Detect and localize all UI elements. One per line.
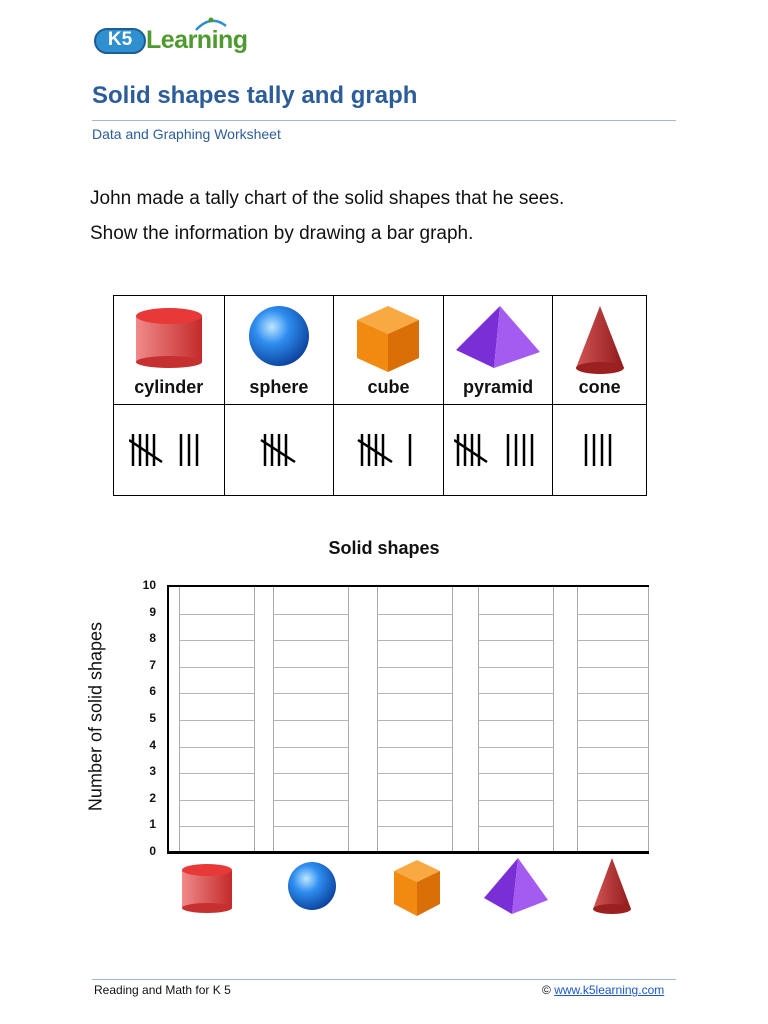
gridline bbox=[377, 826, 453, 827]
bar-column-pyramid-icon[interactable] bbox=[478, 587, 554, 851]
y-tick-label: 10 bbox=[142, 578, 156, 592]
gridline bbox=[179, 773, 255, 774]
gridline bbox=[273, 773, 349, 774]
gridline bbox=[377, 800, 453, 801]
y-tick-label: 5 bbox=[149, 711, 156, 725]
gridline bbox=[478, 640, 554, 641]
gridline bbox=[577, 747, 649, 748]
shape-label-cylinder: cylinder bbox=[134, 377, 204, 397]
gridline bbox=[179, 800, 255, 801]
tally-marks-icon bbox=[454, 430, 542, 470]
gridline bbox=[478, 773, 554, 774]
gridline bbox=[377, 640, 453, 641]
page-subtitle: Data and Graphing Worksheet bbox=[92, 126, 281, 142]
gridline bbox=[273, 614, 349, 615]
chart-x-axis bbox=[167, 852, 649, 854]
y-tick-label: 0 bbox=[149, 844, 156, 858]
chart-title: Solid shapes bbox=[328, 538, 440, 558]
y-tick-label: 7 bbox=[149, 658, 156, 672]
gridline bbox=[377, 720, 453, 721]
y-tick-label: 1 bbox=[149, 817, 156, 831]
cube-icon bbox=[355, 304, 421, 374]
gridline bbox=[377, 747, 453, 748]
x-axis-pyramid-icon bbox=[482, 856, 550, 916]
gridline bbox=[478, 667, 554, 668]
gridline bbox=[478, 693, 554, 694]
footer-website-link[interactable]: www.k5learning.com bbox=[554, 983, 665, 997]
instruction-line-1: John made a tally chart of the solid shapes that he sees. bbox=[90, 188, 565, 209]
instruction-line-2: Show the information by drawing a bar graph. bbox=[90, 223, 474, 244]
bar-graph-grid[interactable] bbox=[167, 585, 649, 853]
logo-badge-text: K5 bbox=[107, 29, 133, 50]
gridline bbox=[478, 747, 554, 748]
gridline bbox=[478, 800, 554, 801]
gridline bbox=[273, 720, 349, 721]
gridline bbox=[577, 693, 649, 694]
tally-table bbox=[113, 295, 647, 496]
tally-cell-sphere bbox=[225, 296, 335, 404]
y-tick-label: 4 bbox=[149, 738, 156, 752]
bar-column-cylinder-icon[interactable] bbox=[179, 587, 255, 851]
title-divider bbox=[92, 120, 676, 121]
tally-marks-row bbox=[114, 405, 646, 495]
tally-marks-cylinder bbox=[114, 405, 225, 495]
footer-tagline: Reading and Math for K 5 bbox=[94, 983, 231, 997]
tally-cell-cylinder bbox=[114, 296, 225, 404]
shape-label-sphere: sphere bbox=[249, 377, 309, 397]
shape-label-pyramid: pyramid bbox=[463, 377, 534, 397]
logo-swoosh-icon bbox=[194, 16, 228, 32]
gridline bbox=[377, 667, 453, 668]
y-tick-label: 8 bbox=[149, 631, 156, 645]
y-tick-label: 9 bbox=[149, 605, 156, 619]
gridline bbox=[273, 747, 349, 748]
tally-marks-icon bbox=[259, 430, 299, 470]
gridline bbox=[377, 773, 453, 774]
sphere-icon bbox=[247, 304, 311, 368]
chart-y-axis-label: Number of solid shapes bbox=[85, 621, 106, 812]
tally-cell-cube bbox=[334, 296, 444, 404]
y-tick-label: 3 bbox=[149, 764, 156, 778]
tally-marks-cube bbox=[334, 405, 444, 495]
gridline bbox=[577, 826, 649, 827]
gridline bbox=[179, 667, 255, 668]
cylinder-icon bbox=[132, 304, 206, 368]
x-axis-sphere-icon bbox=[287, 861, 337, 911]
gridline bbox=[273, 826, 349, 827]
copyright-symbol: © bbox=[542, 983, 551, 997]
y-tick-label: 2 bbox=[149, 791, 156, 805]
gridline bbox=[577, 720, 649, 721]
gridline bbox=[273, 800, 349, 801]
gridline bbox=[577, 640, 649, 641]
x-axis-cone-icon bbox=[590, 856, 634, 916]
tally-cell-pyramid bbox=[444, 296, 554, 404]
shape-label-cube: cube bbox=[367, 377, 410, 397]
tally-marks-icon bbox=[582, 430, 618, 470]
gridline bbox=[478, 720, 554, 721]
footer-copyright bbox=[542, 983, 664, 997]
x-axis-cube-icon bbox=[392, 858, 442, 918]
gridline bbox=[273, 640, 349, 641]
tally-marks-icon bbox=[356, 430, 420, 470]
gridline bbox=[179, 640, 255, 641]
bar-column-cone-icon[interactable] bbox=[577, 587, 649, 851]
gridline bbox=[377, 693, 453, 694]
tally-marks-icon bbox=[129, 430, 209, 470]
gridline bbox=[577, 614, 649, 615]
gridline bbox=[179, 693, 255, 694]
bar-column-sphere-icon[interactable] bbox=[273, 587, 349, 851]
tally-cell-cone bbox=[553, 296, 646, 404]
gridline bbox=[577, 800, 649, 801]
gridline bbox=[577, 773, 649, 774]
gridline bbox=[273, 667, 349, 668]
shape-label-cone: cone bbox=[578, 377, 621, 397]
tally-marks-sphere bbox=[225, 405, 335, 495]
gridline bbox=[577, 667, 649, 668]
gridline bbox=[179, 614, 255, 615]
gridline bbox=[179, 826, 255, 827]
gridline bbox=[273, 693, 349, 694]
y-tick-label: 6 bbox=[149, 684, 156, 698]
gridline bbox=[179, 747, 255, 748]
logo-word: Learning bbox=[146, 26, 248, 54]
x-axis-cylinder-icon bbox=[180, 862, 234, 914]
pyramid-icon bbox=[454, 304, 542, 370]
bar-column-cube-icon[interactable] bbox=[377, 587, 453, 851]
tally-marks-cone bbox=[553, 405, 646, 495]
cone-icon bbox=[572, 304, 628, 376]
tally-marks-pyramid bbox=[444, 405, 554, 495]
gridline bbox=[478, 614, 554, 615]
footer-divider bbox=[92, 979, 676, 980]
gridline bbox=[179, 720, 255, 721]
k5-learning-logo bbox=[94, 22, 264, 58]
page-title: Solid shapes tally and graph bbox=[92, 82, 418, 109]
gridline bbox=[377, 614, 453, 615]
tally-shapes-row bbox=[114, 296, 646, 405]
gridline bbox=[478, 826, 554, 827]
